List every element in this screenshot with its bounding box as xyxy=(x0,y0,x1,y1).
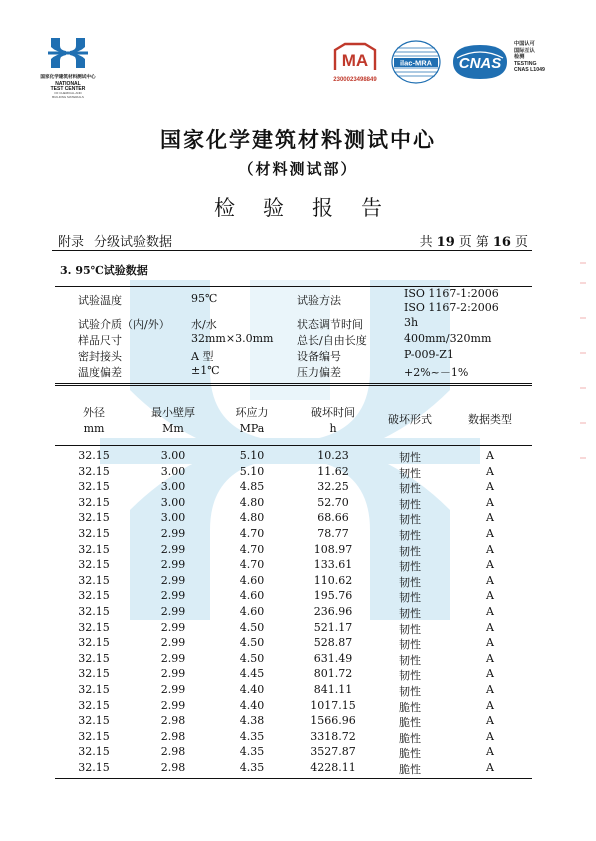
cell-failure-time: 195.76 xyxy=(313,589,353,603)
cond-method-2: ISO 1167-2:2006 xyxy=(404,301,499,314)
cell-data-type: A xyxy=(486,542,494,556)
cell-hoop-stress: 4.50 xyxy=(239,620,265,634)
cell-failure-time: 78.77 xyxy=(317,527,349,540)
cell-failure-mode: 脆性 xyxy=(399,763,421,776)
cell-hoop-stress: 4.70 xyxy=(239,558,265,572)
cell-data-type: A xyxy=(486,729,494,743)
col-header-label: 数据类型 xyxy=(468,413,512,426)
divider xyxy=(55,445,532,446)
cell-min-wall: 3.00 xyxy=(160,480,186,494)
cell-min-wall: 2.99 xyxy=(160,651,186,665)
cell-failure-mode: 韧性 xyxy=(399,638,421,652)
cnas-side-text xyxy=(514,41,545,74)
cell-min-wall: 2.99 xyxy=(160,542,186,556)
cell-failure-mode: 韧性 xyxy=(399,607,421,620)
cell-min-wall: 2.98 xyxy=(160,761,186,774)
cond-pressure-dev-label: 压力偏差 xyxy=(297,366,341,379)
cond-size-label: 样品尺寸 xyxy=(78,334,122,347)
col-header-unit: MPa xyxy=(239,422,265,435)
cell-failure-mode: 脆性 xyxy=(399,716,421,730)
cell-failure-mode: 脆性 xyxy=(399,700,421,714)
cnas-mark-icon xyxy=(449,42,511,82)
pages-pre: 共 xyxy=(419,235,433,250)
cma-mark-text: MA xyxy=(341,51,369,70)
cell-hoop-stress: 4.80 xyxy=(239,495,265,509)
cell-failure-mode: 韧性 xyxy=(399,591,421,605)
cell-data-type: A xyxy=(486,714,494,728)
table-row xyxy=(0,683,596,699)
cell-min-wall: 2.99 xyxy=(160,558,186,572)
cell-failure-mode: 韧性 xyxy=(399,497,421,511)
ilac-globe-icon xyxy=(390,40,442,84)
col-header-failure-time xyxy=(305,405,361,437)
cell-failure-time: 133.61 xyxy=(313,558,353,572)
cell-outer-diameter: 32.15 xyxy=(78,698,110,712)
cond-equipment-label: 设备编号 xyxy=(297,350,341,363)
table-row xyxy=(0,574,596,590)
cell-min-wall: 3.00 xyxy=(160,449,186,462)
cell-failure-mode: 韧性 xyxy=(399,622,421,636)
cond-conditioning-label: 状态调节时间 xyxy=(297,318,363,331)
cell-outer-diameter: 32.15 xyxy=(78,558,110,572)
cell-outer-diameter: 32.15 xyxy=(78,714,110,728)
cell-min-wall: 3.00 xyxy=(160,495,186,509)
cell-failure-time: 11.62 xyxy=(317,464,349,478)
cell-failure-mode: 韧性 xyxy=(399,451,421,464)
cell-data-type: A xyxy=(486,620,494,634)
table-row xyxy=(0,652,596,668)
cond-joint-label: 密封接头 xyxy=(78,350,122,363)
cell-data-type: A xyxy=(486,683,494,696)
table-row xyxy=(0,465,596,481)
col-header-data-type xyxy=(462,412,518,428)
table-row xyxy=(0,496,596,512)
ntc-english-line-1: NATIONAL xyxy=(55,81,81,87)
cell-failure-mode: 韧性 xyxy=(399,685,421,698)
cell-data-type: A xyxy=(486,495,494,509)
cell-failure-time: 236.96 xyxy=(313,605,353,618)
cond-length: 400mm/320mm xyxy=(404,332,492,345)
cell-data-type: A xyxy=(486,558,494,572)
table-row xyxy=(0,714,596,730)
cell-min-wall: 3.00 xyxy=(160,464,186,478)
table-row xyxy=(0,667,596,683)
col-header-unit: mm xyxy=(83,422,105,435)
cell-failure-mode: 脆性 xyxy=(399,731,421,745)
col-header-unit: Mm xyxy=(162,422,184,435)
cell-hoop-stress: 4.45 xyxy=(239,667,265,681)
cond-medium-label: 试验介质（内/外） xyxy=(78,318,170,331)
cell-hoop-stress: 4.50 xyxy=(239,651,265,665)
cell-data-type: A xyxy=(486,651,494,665)
cell-failure-mode: 韧性 xyxy=(399,560,421,574)
cond-equipment: P-009-Z1 xyxy=(404,348,454,361)
cell-failure-time: 10.23 xyxy=(317,449,349,462)
ilac-mra-logo xyxy=(390,40,442,88)
cond-method-1: ISO 1167-1:2006 xyxy=(404,287,499,300)
cell-min-wall: 2.99 xyxy=(160,636,186,650)
cell-data-type: A xyxy=(486,480,494,494)
table-row xyxy=(0,527,596,543)
cell-outer-diameter: 32.15 xyxy=(78,620,110,634)
cell-failure-time: 68.66 xyxy=(317,511,349,525)
table-row xyxy=(0,605,596,621)
cell-failure-time: 4228.11 xyxy=(310,761,356,774)
table-row xyxy=(0,636,596,652)
cma-mark-icon xyxy=(331,42,379,72)
col-header-outer-diameter xyxy=(66,405,122,437)
cell-failure-time: 1017.15 xyxy=(310,698,356,712)
cell-outer-diameter: 32.15 xyxy=(78,745,110,759)
cell-failure-mode: 脆性 xyxy=(399,747,421,761)
cell-data-type: A xyxy=(486,527,494,540)
ntc-chinese-name: 国家化学建筑材料测试中心 xyxy=(40,75,96,80)
cell-min-wall: 3.00 xyxy=(160,511,186,525)
cell-hoop-stress: 4.38 xyxy=(239,714,265,728)
cell-min-wall: 2.98 xyxy=(160,714,186,728)
cell-outer-diameter: 32.15 xyxy=(78,527,110,540)
cell-outer-diameter: 32.15 xyxy=(78,449,110,462)
cell-failure-time: 801.72 xyxy=(313,667,353,681)
col-header-label: 环应力 xyxy=(235,406,269,419)
cell-hoop-stress: 4.60 xyxy=(239,589,265,603)
ntc-logo xyxy=(22,36,114,99)
cell-outer-diameter: 32.15 xyxy=(78,667,110,681)
cell-outer-diameter: 32.15 xyxy=(78,511,110,525)
cell-data-type: A xyxy=(486,636,494,650)
pages-post: 页 xyxy=(514,235,528,250)
cell-outer-diameter: 32.15 xyxy=(78,573,110,587)
cell-hoop-stress: 4.35 xyxy=(239,745,265,759)
cond-length-label: 总长/自由长度 xyxy=(297,334,367,347)
report-title: 国家化学建筑材料测试中心 xyxy=(160,128,436,152)
ntc-subtitle-line-2: BUILDING MATERIALS xyxy=(52,94,84,99)
cell-hoop-stress: 4.40 xyxy=(239,683,265,696)
ntc-english-subtitle xyxy=(22,92,114,99)
cell-data-type: A xyxy=(486,589,494,603)
cell-failure-mode: 韧性 xyxy=(399,669,421,683)
table-row xyxy=(0,621,596,637)
cell-min-wall: 2.98 xyxy=(160,729,186,743)
col-header-label: 破坏时间 xyxy=(311,406,355,419)
col-header-unit: h xyxy=(329,422,337,435)
cma-logo xyxy=(328,42,382,83)
divider xyxy=(55,385,532,386)
cell-hoop-stress: 4.35 xyxy=(239,729,265,743)
cell-outer-diameter: 32.15 xyxy=(78,464,110,478)
cond-method-label: 试验方法 xyxy=(297,294,341,307)
cell-failure-time: 3318.72 xyxy=(310,729,356,743)
appendix-prefix: 附录 xyxy=(58,235,85,250)
cell-hoop-stress: 5.10 xyxy=(239,449,265,462)
table-row xyxy=(0,543,596,559)
cell-data-type: A xyxy=(486,605,494,618)
col-header-label: 破坏形式 xyxy=(388,413,432,426)
table-row xyxy=(0,761,596,777)
cell-data-type: A xyxy=(486,511,494,525)
ntc-emblem-icon xyxy=(48,36,88,70)
divider xyxy=(55,383,532,384)
cell-data-type: A xyxy=(486,464,494,478)
cond-conditioning: 3h xyxy=(404,316,419,329)
cell-failure-time: 631.49 xyxy=(313,651,353,665)
cell-min-wall: 2.99 xyxy=(160,573,186,587)
cell-hoop-stress: 4.70 xyxy=(239,542,265,556)
cell-hoop-stress: 4.50 xyxy=(239,636,265,650)
table-row xyxy=(0,449,596,465)
pages-total: 19 xyxy=(436,235,455,250)
cond-size: 32mm×3.0mm xyxy=(191,332,274,345)
cell-min-wall: 2.99 xyxy=(160,683,186,696)
page-counter xyxy=(420,231,528,250)
cell-failure-time: 521.17 xyxy=(313,620,353,634)
cell-data-type: A xyxy=(486,573,494,587)
cell-outer-diameter: 32.15 xyxy=(78,651,110,665)
cell-data-type: A xyxy=(486,667,494,681)
cell-hoop-stress: 4.40 xyxy=(239,698,265,712)
cond-test-temp-label: 试验温度 xyxy=(78,294,122,307)
cell-failure-time: 1566.96 xyxy=(310,714,356,728)
cma-code: 2300023498849 xyxy=(333,77,377,83)
section-title: 3. 95℃试验数据 xyxy=(60,264,148,277)
cond-temp-dev-label: 温度偏差 xyxy=(78,366,122,379)
cell-outer-diameter: 32.15 xyxy=(78,605,110,618)
cell-failure-mode: 韧性 xyxy=(399,466,421,480)
cell-min-wall: 2.99 xyxy=(160,589,186,603)
cell-outer-diameter: 32.15 xyxy=(78,542,110,556)
cell-min-wall: 2.99 xyxy=(160,667,186,681)
cnas-line-1: 中国认可 xyxy=(514,41,535,47)
col-header-hoop-stress xyxy=(224,405,280,437)
cell-failure-time: 841.11 xyxy=(313,683,353,696)
cell-failure-time: 32.25 xyxy=(317,480,349,494)
table-row xyxy=(0,511,596,527)
cond-temp-dev: ±1℃ xyxy=(191,364,220,377)
cond-joint: A 型 xyxy=(191,350,214,363)
cell-outer-diameter: 32.15 xyxy=(78,589,110,603)
cell-min-wall: 2.99 xyxy=(160,698,186,712)
cell-failure-mode: 韧性 xyxy=(399,529,421,542)
cell-hoop-stress: 4.80 xyxy=(239,511,265,525)
cond-medium: 水/水 xyxy=(191,318,217,331)
cnas-label: CNAS xyxy=(458,55,502,72)
table-row xyxy=(0,589,596,605)
cell-hoop-stress: 5.10 xyxy=(239,464,265,478)
cell-failure-mode: 韧性 xyxy=(399,575,421,589)
cell-failure-time: 52.70 xyxy=(317,495,349,509)
cell-failure-time: 528.87 xyxy=(313,636,353,650)
cell-outer-diameter: 32.15 xyxy=(78,683,110,696)
cell-hoop-stress: 4.85 xyxy=(239,480,265,494)
col-header-failure-mode xyxy=(382,412,438,428)
ntc-subtitle-line-1: OF CHEMICAL AND xyxy=(54,91,82,96)
report-heading: 检验报告 xyxy=(214,196,410,220)
cell-hoop-stress: 4.35 xyxy=(239,761,265,774)
cell-min-wall: 2.99 xyxy=(160,605,186,618)
report-subtitle: （材料测试部） xyxy=(238,160,358,178)
cell-failure-mode: 韧性 xyxy=(399,653,421,667)
cell-data-type: A xyxy=(486,745,494,759)
table-row xyxy=(0,745,596,761)
cell-data-type: A xyxy=(486,698,494,712)
cond-pressure-dev: +2%~－1% xyxy=(404,366,469,379)
cell-failure-time: 3527.87 xyxy=(310,745,356,759)
table-row xyxy=(0,558,596,574)
table-row xyxy=(0,699,596,715)
cond-test-temp: 95℃ xyxy=(191,292,218,305)
cell-outer-diameter: 32.15 xyxy=(78,480,110,494)
cnas-line-2: 国际互认 xyxy=(514,47,535,54)
cell-hoop-stress: 4.70 xyxy=(239,527,265,540)
col-header-label: 最小壁厚 xyxy=(151,406,195,419)
table-row xyxy=(0,480,596,496)
pages-mid: 页 第 xyxy=(458,235,489,250)
cell-failure-time: 108.97 xyxy=(313,542,353,556)
cell-failure-mode: 韧性 xyxy=(399,513,421,527)
pages-current: 16 xyxy=(492,235,511,250)
cell-data-type: A xyxy=(486,761,494,774)
cnas-line-4: TESTING xyxy=(514,60,537,67)
col-header-label: 外径 xyxy=(83,406,105,419)
table-row xyxy=(0,730,596,746)
cnas-logo xyxy=(449,42,511,86)
appendix-label xyxy=(58,231,182,250)
cell-outer-diameter: 32.15 xyxy=(78,636,110,650)
cell-min-wall: 2.99 xyxy=(160,527,186,540)
ilac-label: ilac-MRA xyxy=(399,58,433,68)
cell-failure-mode: 韧性 xyxy=(399,544,421,558)
cell-hoop-stress: 4.60 xyxy=(239,605,265,618)
cell-min-wall: 2.99 xyxy=(160,620,186,634)
cell-failure-mode: 韧性 xyxy=(399,482,421,496)
divider xyxy=(55,778,532,779)
binding-marks xyxy=(578,258,588,478)
cell-hoop-stress: 4.60 xyxy=(239,573,265,587)
divider xyxy=(52,250,532,251)
ntc-english-line-2: TEST CENTER xyxy=(50,86,86,93)
appendix-name: 分级试验数据 xyxy=(94,235,173,250)
cell-failure-time: 110.62 xyxy=(313,573,353,587)
cell-outer-diameter: 32.15 xyxy=(78,729,110,743)
cnas-line-3: 检测 xyxy=(514,54,525,61)
cell-outer-diameter: 32.15 xyxy=(78,495,110,509)
cell-data-type: A xyxy=(486,449,494,462)
cnas-line-5: CNAS L1049 xyxy=(514,67,545,74)
cell-outer-diameter: 32.15 xyxy=(78,761,110,774)
col-header-min-wall xyxy=(145,405,201,437)
cell-min-wall: 2.98 xyxy=(160,745,186,759)
